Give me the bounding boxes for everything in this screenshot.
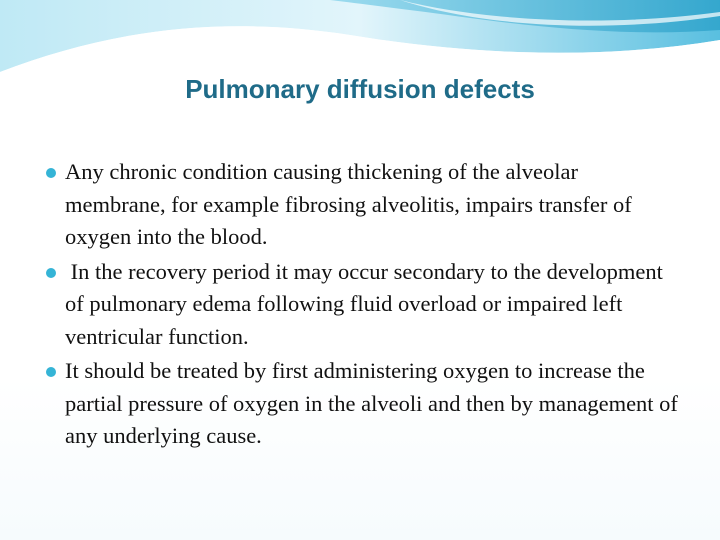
bullet-text: In the recovery period it may occur secondary to the development of pulmonary edema following fluid overload or impaired left ventricular function. [65,258,669,349]
bullet-item [42,156,682,254]
bullet-text: Any chronic condition causing thickening of the alveolar membrane, for example fibrosing alveolitis, impairs transfer of oxygen into the blood. [65,159,638,249]
bullet-list [42,156,682,455]
bullet-text: It should be treated by first administering oxygen to increase the partial pressure of oxygen in the alveoli and then by management of any underlying cause. [65,358,684,448]
slide-title: Pulmonary diffusion defects [185,74,535,104]
bullet-marker-icon [46,268,56,278]
bullet-marker-icon [46,168,56,178]
bullet-marker-icon [46,367,56,377]
bullet-item [42,256,682,354]
bullet-item [42,355,682,453]
